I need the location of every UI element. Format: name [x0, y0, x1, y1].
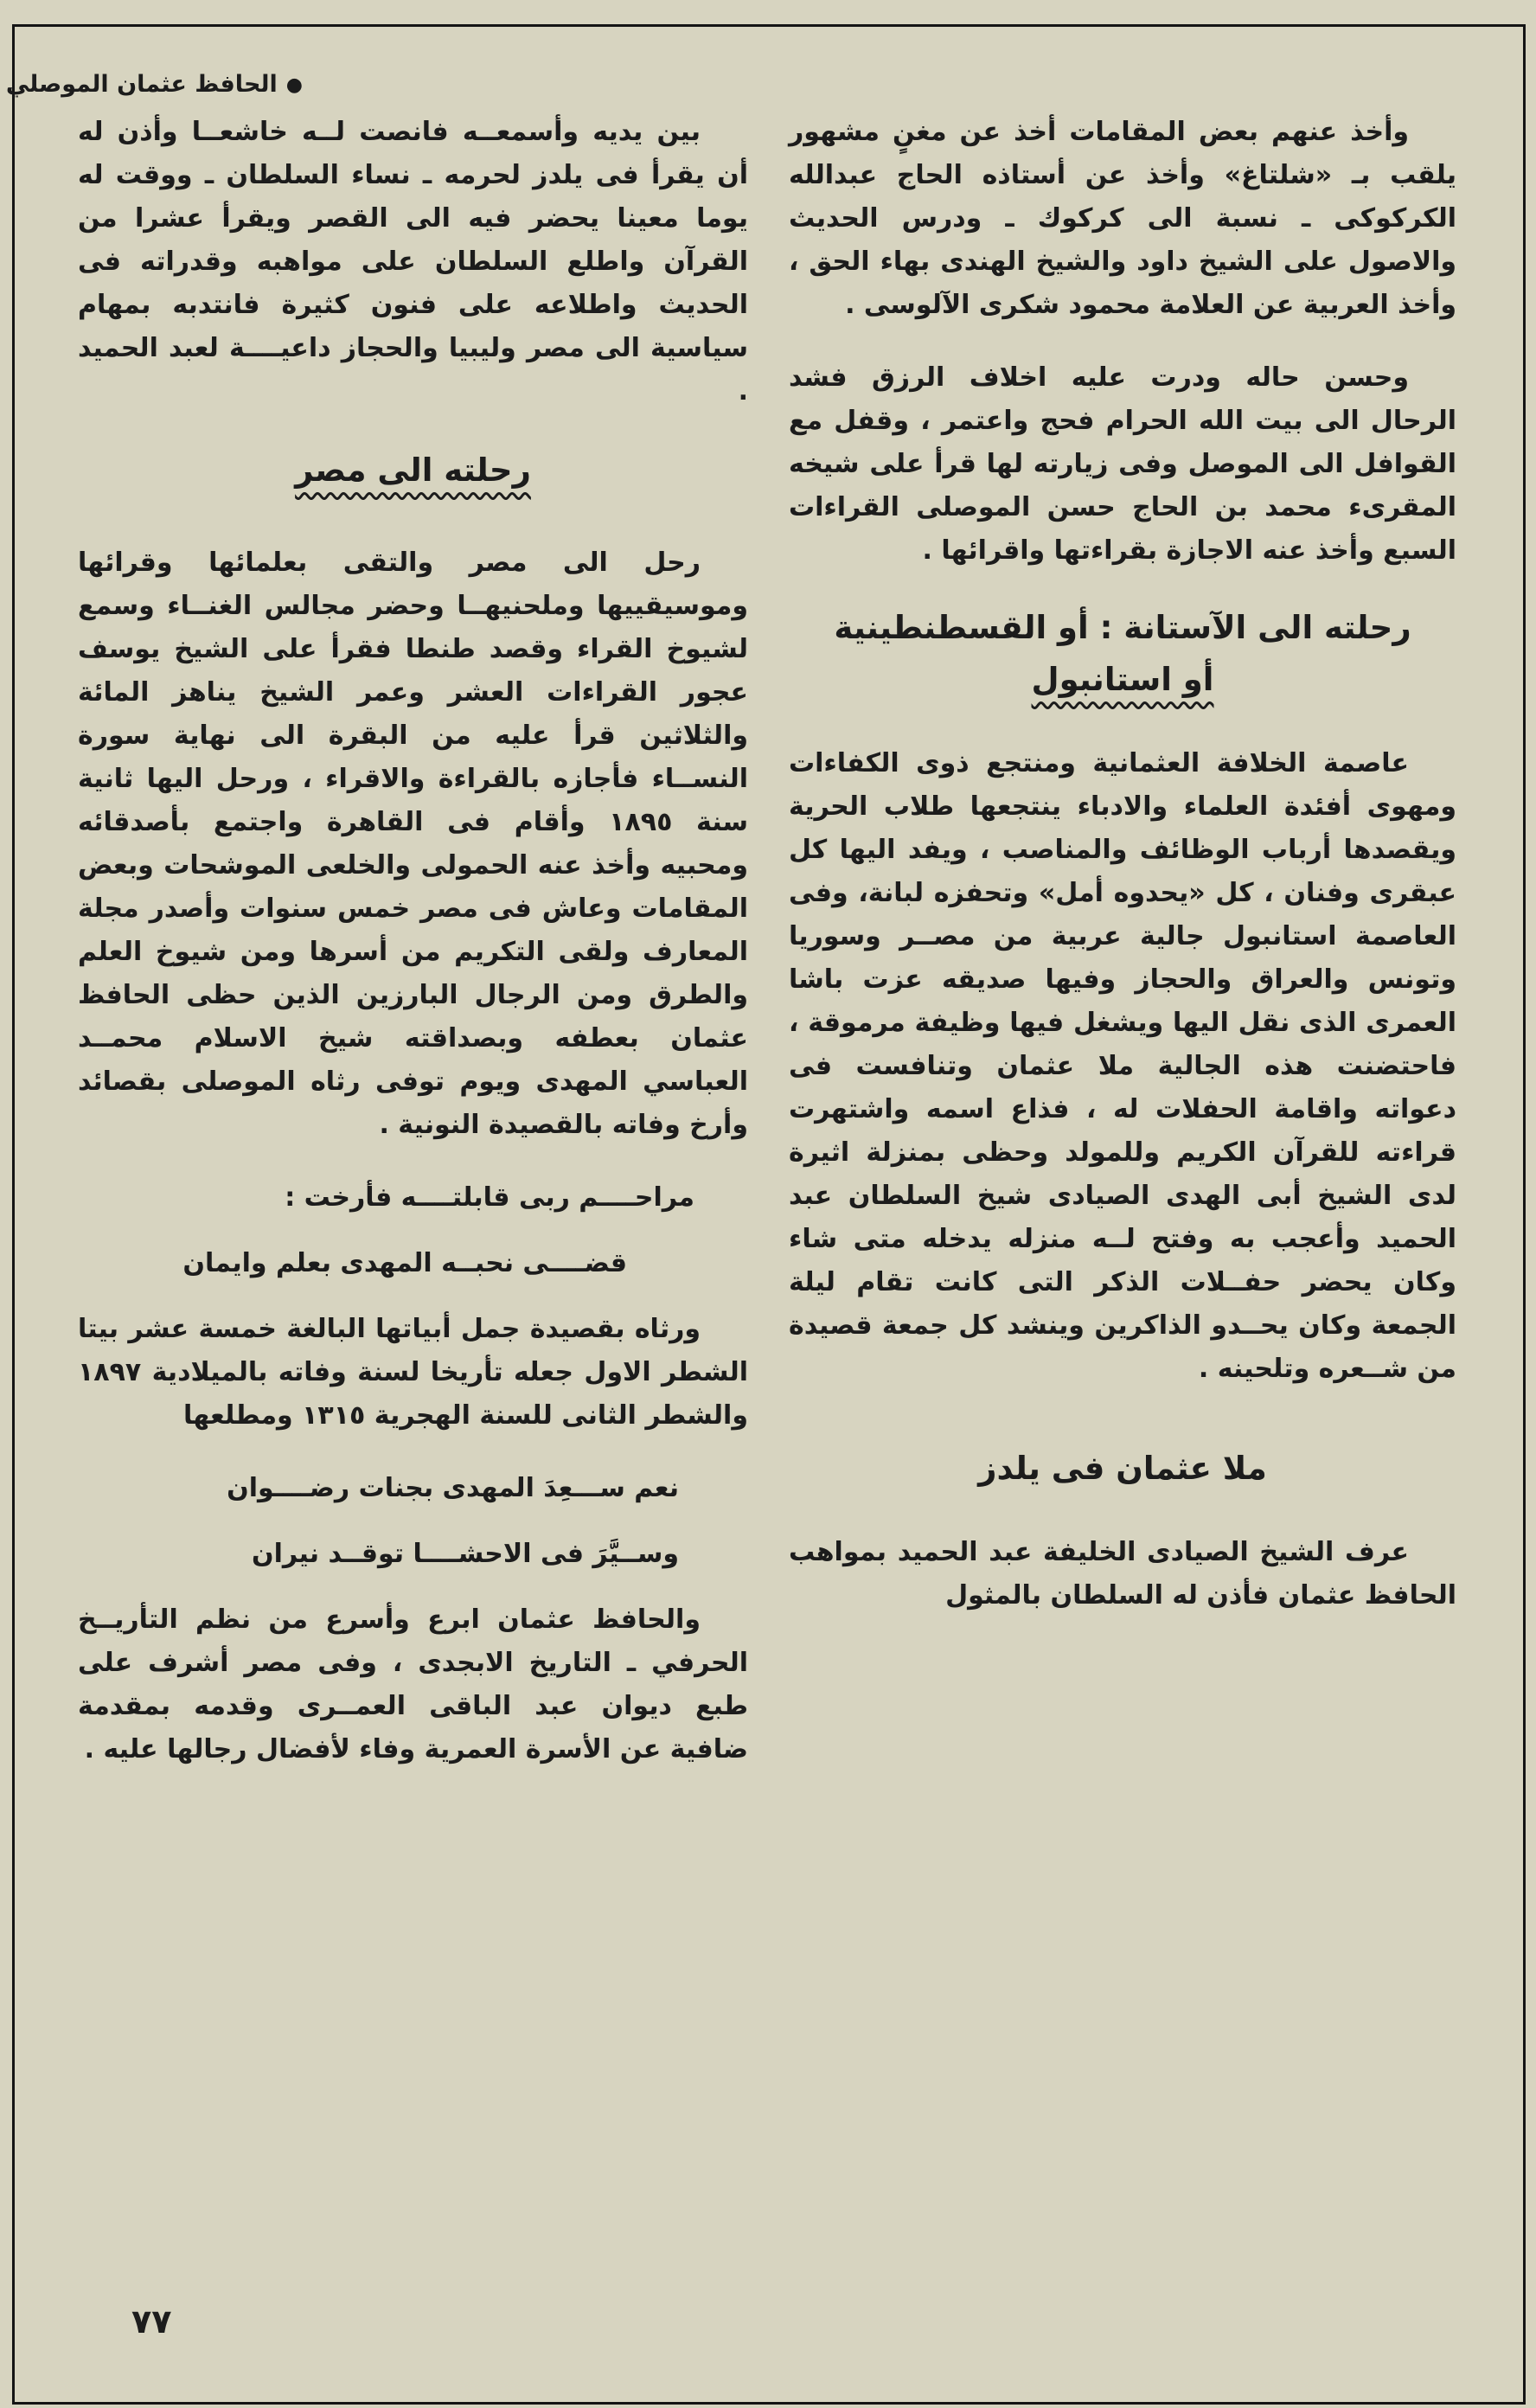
paragraph-egypt-journey: رحل الى مصر والتقى بعلمائها وقرائها وموسيقييها وملحنيهــا وحضر مجالس الغنــاء وسمع لشيوخ القراء وقصد طنطا فقرأ على الشيخ يوسف عجور القراءات العشر وعمر الشيخ يناهز المائة والثلاثين قرأ عليه من البقرة الى نهاية سورة النســاء فأجازه بالقراءة والاقراء ، ورحل اليها ثانية سنة ١٨٩٥ وأقام فى القاهرة واجتمع بأصدقائه ومحبيه وأخذ عنه الحمولى والخلعى الموشحات وبعض المقامات وعاش فى مصر خمس سنوات وأصدر مجلة المعارف ولقى التكريم من أسرها ومن شيوخ العلم والطرق ومن الرجال البارزين الذين حظى الحافظ عثمان بعطفه وبصداقته شيخ الاسلام محمــد العباسي المهدى ويوم توفى رثاه الموصلى بقصائد وأرخ وفاته بالقصيدة النونية . — [78, 548, 748, 1140]
paragraph-elegy: ورثاه بقصيدة جمل أبياتها البالغة خمسة عشر بيتا الشطر الاول جعله تأريخا لسنة وفاته بالميلادية ١٨٩٧ والشطر الثانى للسنة الهجرية ١٣١٥ ومطلعها — [78, 1314, 748, 1431]
heading-line: رحلته الى الآستانة : أو القسطنطينية — [834, 609, 1411, 646]
right-column — [789, 111, 1456, 1647]
verse-line-intro: مراحــــم ربى قابلتــــه فأرخت : — [285, 1182, 694, 1213]
section-heading-istanbul — [789, 602, 1456, 706]
paragraph-maqamat: وأخذ عنهم بعض المقامات أخذ عن مغنٍ مشهور يلقب بـ «شلتاغ» وأخذ عن أستاذه الحاج عبدالله الكركوكى ـ نسبة الى كركوك ـ ودرس الحديث والاصول على الشيخ داود والشيخ الهندى بهاء الحق ، وأخذ العربية عن العلامة محمود شكرى الآلوسى . — [789, 117, 1456, 320]
section-heading-yildiz: ملا عثمان فى يلدز — [978, 1450, 1267, 1487]
page-header — [5, 71, 303, 98]
page-number: ٧٧ — [131, 2302, 172, 2341]
verse-line-1: قضــــى نحبــه المهدى بعلم وايمان — [182, 1248, 627, 1278]
heading-line: أو استانبول — [1031, 661, 1214, 698]
paragraph-chronogram: والحافظ عثمان ابرع وأسرع من نظم التأريــخ الحرفي ـ التاريخ الابجدى ، وفى مصر أشرف على طبع ديوان عبد الباقى العمــرى وقدمه بمقدمة ضافية عن الأسرة العمرية وفاء لأفضال رجالها عليه . — [78, 1604, 748, 1764]
paragraph-sultan-audience: بين يديه وأسمعــه فانصت لــه خاشعــا وأذن له أن يقرأ فى يلدز لحرمه ـ نساء السلطان ـ ووقت له يوما معينا يحضر فيه الى القصر ويقرأ عشرا من القرآن واطلع السلطان على مواهبه وقدراته فى الحديث واطلاعه على فنون كثيرة فانتدبه بمهام سياسية الى مصر وليبيا والحجاز داعيــــة لعبد الحميد . — [78, 117, 748, 407]
section-heading-egypt — [78, 445, 748, 496]
paragraph-yildiz: عرف الشيخ الصيادى الخليفة عبد الحميد بمواهب الحافظ عثمان فأذن له السلطان بالمثول — [789, 1537, 1456, 1611]
heading-line: رحلته الى مصر — [295, 452, 531, 489]
verse-line-2: نعم ســـعِدَ المهدى بجنات رضــــوان — [227, 1473, 679, 1503]
header-title: الحافظ عثمان الموصلي — [5, 71, 278, 98]
left-column — [78, 111, 748, 1801]
verse-line-3: وســيَّرَ فى الاحشــــا توقــد نيران — [251, 1539, 679, 1569]
paragraph-hajj: وحسن حاله ودرت عليه اخلاف الرزق فشد الرحال الى بيت الله الحرام فحج واعتمر ، وقفل مع القوافل الى الموصل وفى زيارته لها قرأ على شيخه المقرىء محمد بن الحاج حسن الموصلى القراءات السبع وأخذ عنه الاجازة بقراءتها واقرائها . — [789, 362, 1456, 566]
paragraph-istanbul: عاصمة الخلافة العثمانية ومنتجع ذوى الكفاءات ومهوى أفئدة العلماء والادباء ينتجعها طلاب الحرية ويقصدها أرباب الوظائف والمناصب ، ويفد اليها كل عبقرى وفنان ، كل «يحدوه أمل» وتحفزه لبانة، وفى العاصمة استانبول جالية عربية من مصــر وسوريا وتونس والعراق والحجاز وفيها صديقه عزت باشا العمرى الذى نقل اليها ويشغل فيها وظيفة مرموقة ، فاحتضنت هذه الجالية ملا عثمان وتنافست فى دعواته واقامة الحفلات له ، فذاع اسمه واشتهرت قراءته للقرآن الكريم وللمولد وحظى بمنزلة اثيرة لدى الشيخ أبى الهدى الصيادى شيخ السلطان عبد الحميد وأعجب به وفتح لــه منزله يدخله متى شاء وكان يحضر حفــلات الذكر التى كانت تقام ليلة الجمعة وكان يحــدو الذاكرين وينشد كل جمعة قصيدة من شــعره وتلحينه . — [789, 748, 1456, 1384]
bullet-icon: ● — [285, 74, 303, 96]
